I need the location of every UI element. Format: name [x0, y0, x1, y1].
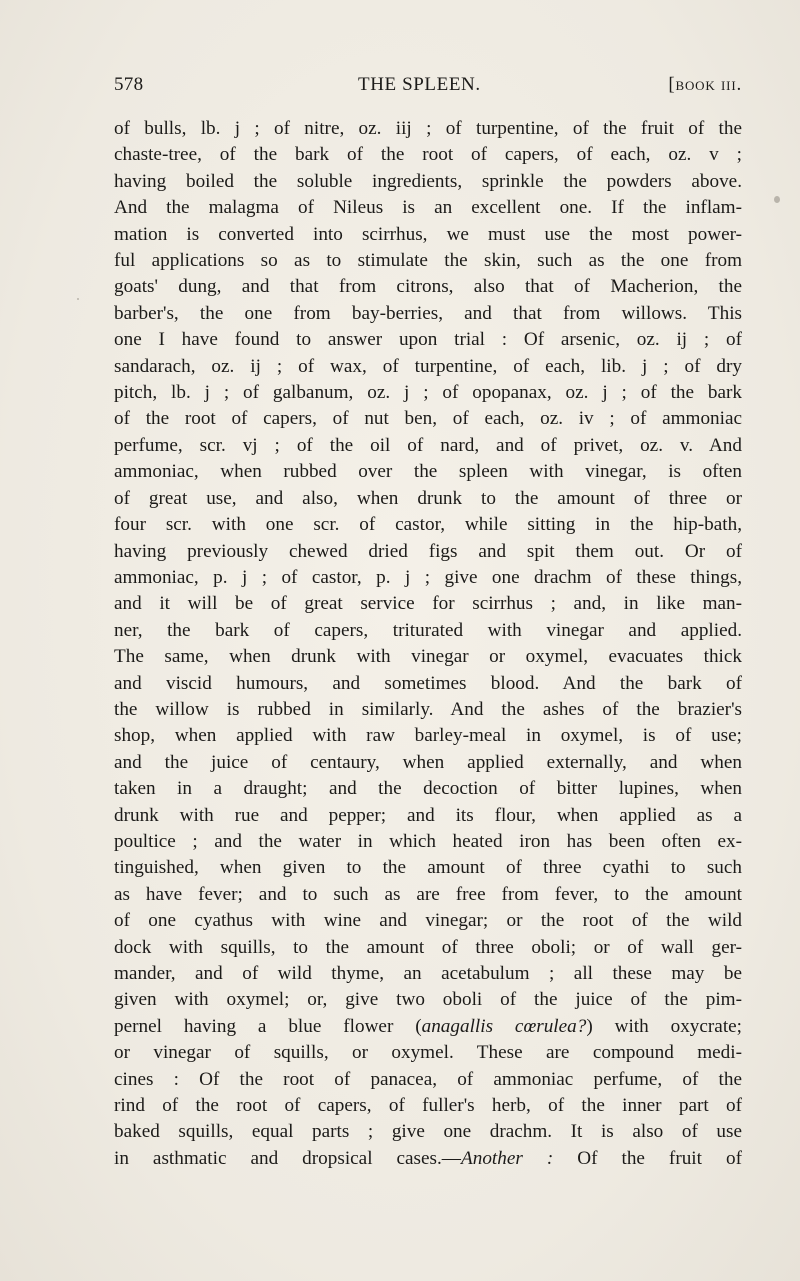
text-line: four scr. with one scr. of castor, while sitting in the hip-bath,	[114, 514, 742, 536]
text-line: mander, and of wild thyme, an acetabulum ; all these may be	[114, 963, 742, 984]
text-line-with-italic	[114, 1146, 742, 1172]
running-title: THE SPLEEN.	[358, 74, 481, 95]
running-header	[114, 74, 742, 104]
text-line: chaste-tree, of the bark of the root of capers, of each, oz. v ;	[114, 144, 742, 166]
text-line: cines : Of the root of panacea, of ammoniac perfume, of the	[114, 1068, 742, 1090]
text-segment: in asthmatic and dropsical cases.—	[114, 1147, 461, 1169]
text-line: and it will be of great service for scirrhus ; and, in like man-	[114, 593, 742, 615]
text-line: sandarach, oz. ij ; of wax, of turpentine, of each, lib. j ; of dry	[114, 355, 742, 377]
text-line: drunk with rue and pepper; and its flour, when applied as a	[114, 804, 742, 826]
text-line: goats' dung, and that from citrons, also that of Macherion, the	[114, 276, 742, 298]
text-line: given with oxymel; or, give two oboli of the juice of the pim-	[114, 989, 742, 1011]
text-line: ner, the bark of capers, triturated with vinegar and applied.	[114, 619, 742, 641]
text-line: pitch, lb. j ; of galbanum, oz. j ; of opopanax, oz. j ; of the bark	[114, 382, 742, 404]
text-segment: ) with oxycrate;	[586, 1015, 742, 1037]
text-line: as have fever; and to such as are free from fever, to the amount	[114, 883, 742, 905]
text-line: of bulls, lb. j ; of nitre, oz. iij ; of turpentine, of the fruit of the	[114, 118, 742, 139]
text-line: ammoniac, p. j ; of castor, p. j ; give one drachm of these things,	[114, 566, 742, 588]
text-segment: pernel having a blue flower (	[114, 1015, 422, 1037]
text-line: and viscid humours, and sometimes blood. And the bark of	[114, 672, 742, 694]
page-number: 578	[114, 74, 144, 95]
text-line: The same, when drunk with vinegar or oxymel, evacuates thick	[114, 646, 742, 668]
text-line-with-italic	[114, 1014, 742, 1040]
text-line: one I have found to answer upon trial : Of arsenic, oz. ij ; of	[114, 329, 742, 351]
text-line: of one cyathus with wine and vinegar; or the root of the wild	[114, 910, 742, 932]
text-line: baked squills, equal parts ; give one drachm. It is also of use	[114, 1121, 742, 1143]
text-line: the willow is rubbed in similarly. And the ashes of the brazier's	[114, 698, 742, 720]
text-line: barber's, the one from bay-berries, and that from willows. This	[114, 302, 742, 324]
text-segment: Of the fruit of	[553, 1147, 742, 1169]
italic-another: Another :	[461, 1147, 554, 1169]
text-line: having boiled the soluble ingredients, sprinkle the powders above.	[114, 170, 742, 192]
text-line: or vinegar of squills, or oxymel. These are compound medi-	[114, 1042, 742, 1064]
text-line: ammoniac, when rubbed over the spleen with vinegar, is often	[114, 461, 742, 483]
text-line: And the malagma of Nileus is an excellent one. If the inflam-	[114, 197, 742, 219]
text-line: and the juice of centaury, when applied externally, and when	[114, 751, 742, 773]
text-line: tinguished, when given to the amount of three cyathi to such	[114, 857, 742, 879]
text-line: mation is converted into scirrhus, we must use the most power-	[114, 223, 742, 245]
book-reference: [book iii.	[668, 74, 742, 95]
paper-speck	[77, 298, 79, 300]
italic-species-name: anagallis cœrulea?	[421, 1015, 587, 1037]
text-line: perfume, scr. vj ; of the oil of nard, and of privet, oz. v. And	[114, 434, 742, 456]
text-line: dock with squills, to the amount of three oboli; or of wall ger-	[114, 936, 742, 958]
text-line: having previously chewed dried figs and spit them out. Or of	[114, 540, 742, 562]
text-line: shop, when applied with raw barley-meal in oxymel, is of use;	[114, 725, 742, 747]
text-line: ful applications so as to stimulate the skin, such as the one from	[114, 250, 742, 272]
text-line: of great use, and also, when drunk to the amount of three or	[114, 487, 742, 509]
paper-speck	[774, 196, 780, 203]
text-line: poultice ; and the water in which heated iron has been often ex-	[114, 830, 742, 852]
text-line: taken in a draught; and the decoction of bitter lupines, when	[114, 778, 742, 800]
text-line: rind of the root of capers, of fuller's herb, of the inner part of	[114, 1095, 742, 1117]
body-text	[114, 116, 742, 1172]
text-line: of the root of capers, of nut ben, of each, oz. iv ; of ammoniac	[114, 408, 742, 430]
